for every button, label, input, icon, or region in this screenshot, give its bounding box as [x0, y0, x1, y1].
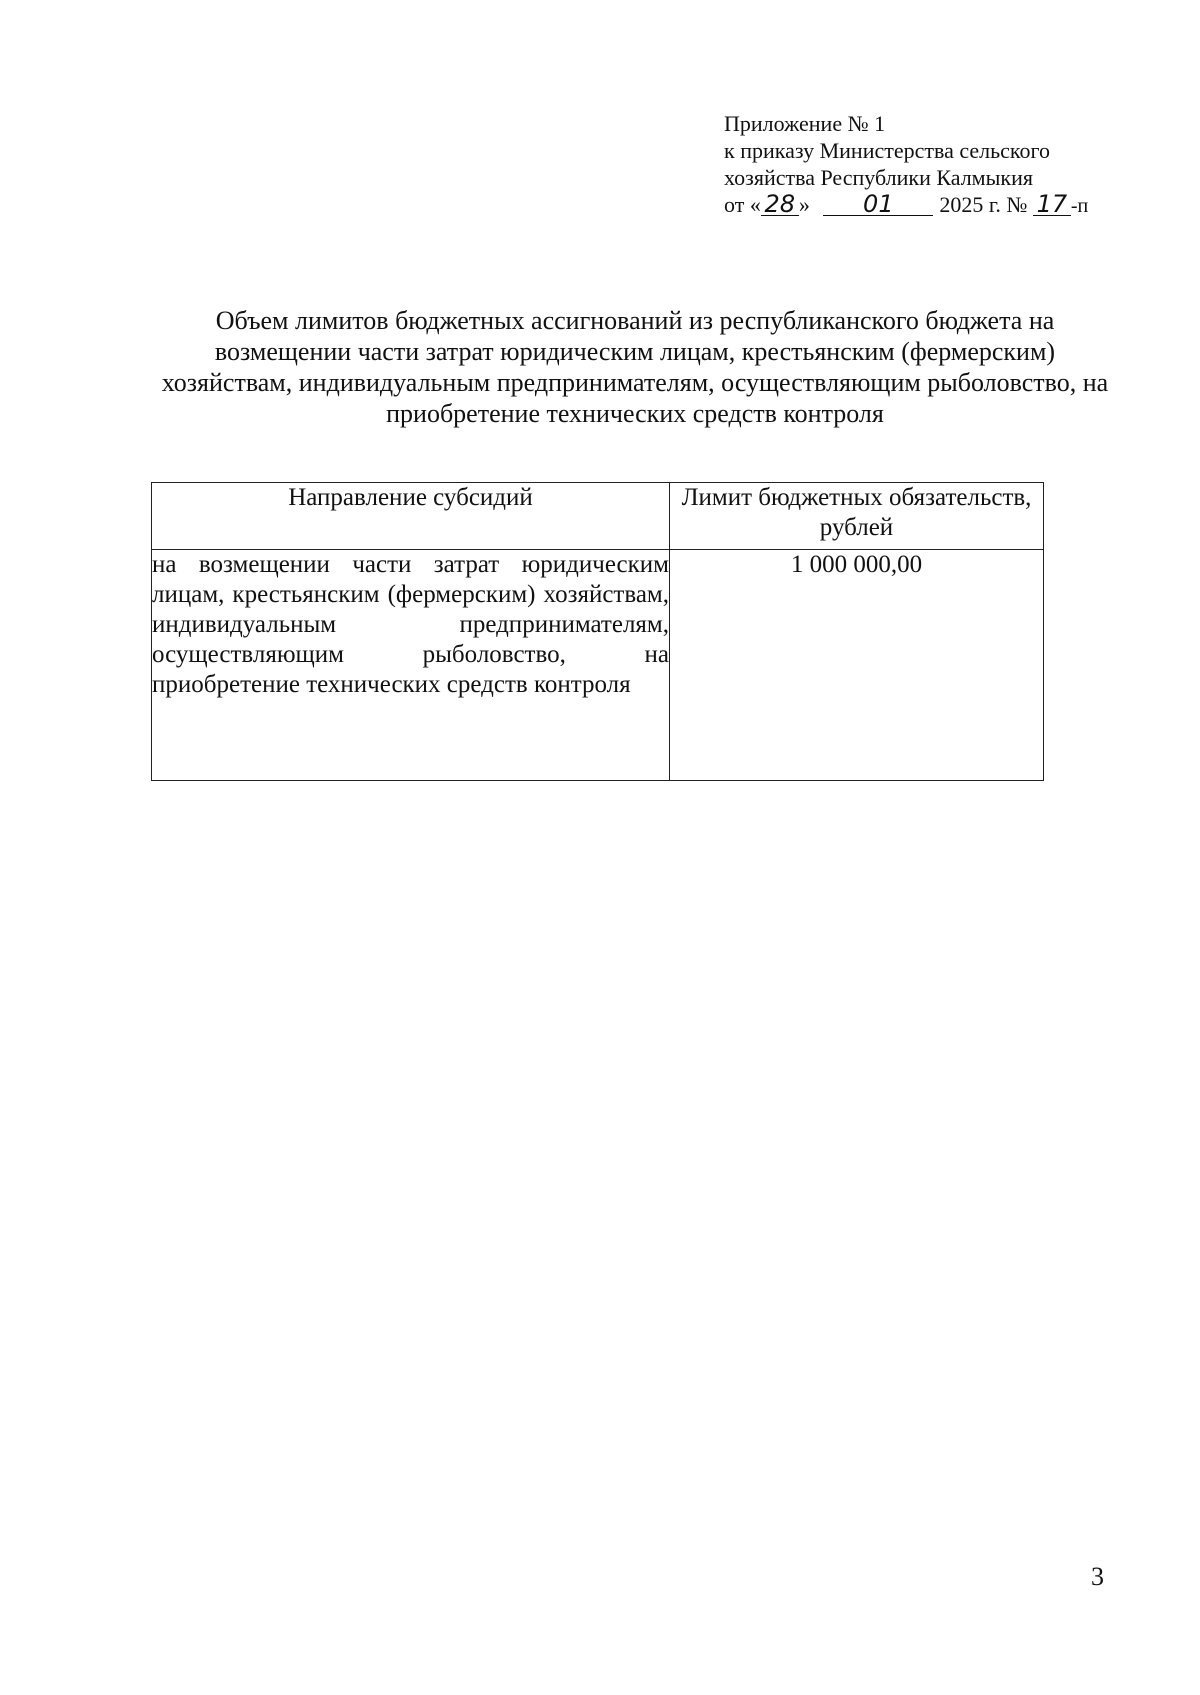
date-quote-close: » [798, 192, 810, 217]
header-direction: Направление субсидий [152, 483, 670, 550]
handwritten-month: 01 [823, 193, 933, 216]
page-number: 3 [1091, 1562, 1104, 1591]
document-title: Объем лимитов бюджетных ассигнований из республиканского бюджета на возмещении части затрат юридическим лицам, крестьянским (фермерским) хозяйствам, индивидуальным предпринимателям, осуществляющим рыболовство, на приобретение технических средств контроля [161, 306, 1109, 428]
handwritten-order-number: 17 [1033, 193, 1071, 216]
order-suffix: -п [1070, 195, 1089, 217]
table-header-row [152, 483, 1044, 550]
appendix-ministry: хозяйства Республики Калмыкия [724, 165, 1033, 190]
date-year: 2025 г. № [939, 192, 1028, 217]
appendix-title: Приложение № 1 [724, 111, 886, 136]
cell-direction: на возмещении части затрат юридическим лицам, крестьянским (фермерским) хозяйствам, индивидуальным предпринимателям, осуществляющим рыболовство, на приобретение технических средств контроля [152, 550, 670, 781]
cell-limit: 1 000 000,00 [670, 550, 1044, 781]
header-limit: Лимит бюджетных обязательств, рублей [670, 483, 1044, 550]
appendix-order-reference: к приказу Министерства сельского [724, 138, 1050, 163]
appendix-header [724, 110, 1124, 220]
table-row [152, 550, 1044, 781]
date-prefix: от « [724, 192, 761, 217]
handwritten-day: 28 [761, 193, 799, 216]
appendix-date-line [724, 191, 1124, 220]
budget-limits-table [151, 482, 1044, 781]
